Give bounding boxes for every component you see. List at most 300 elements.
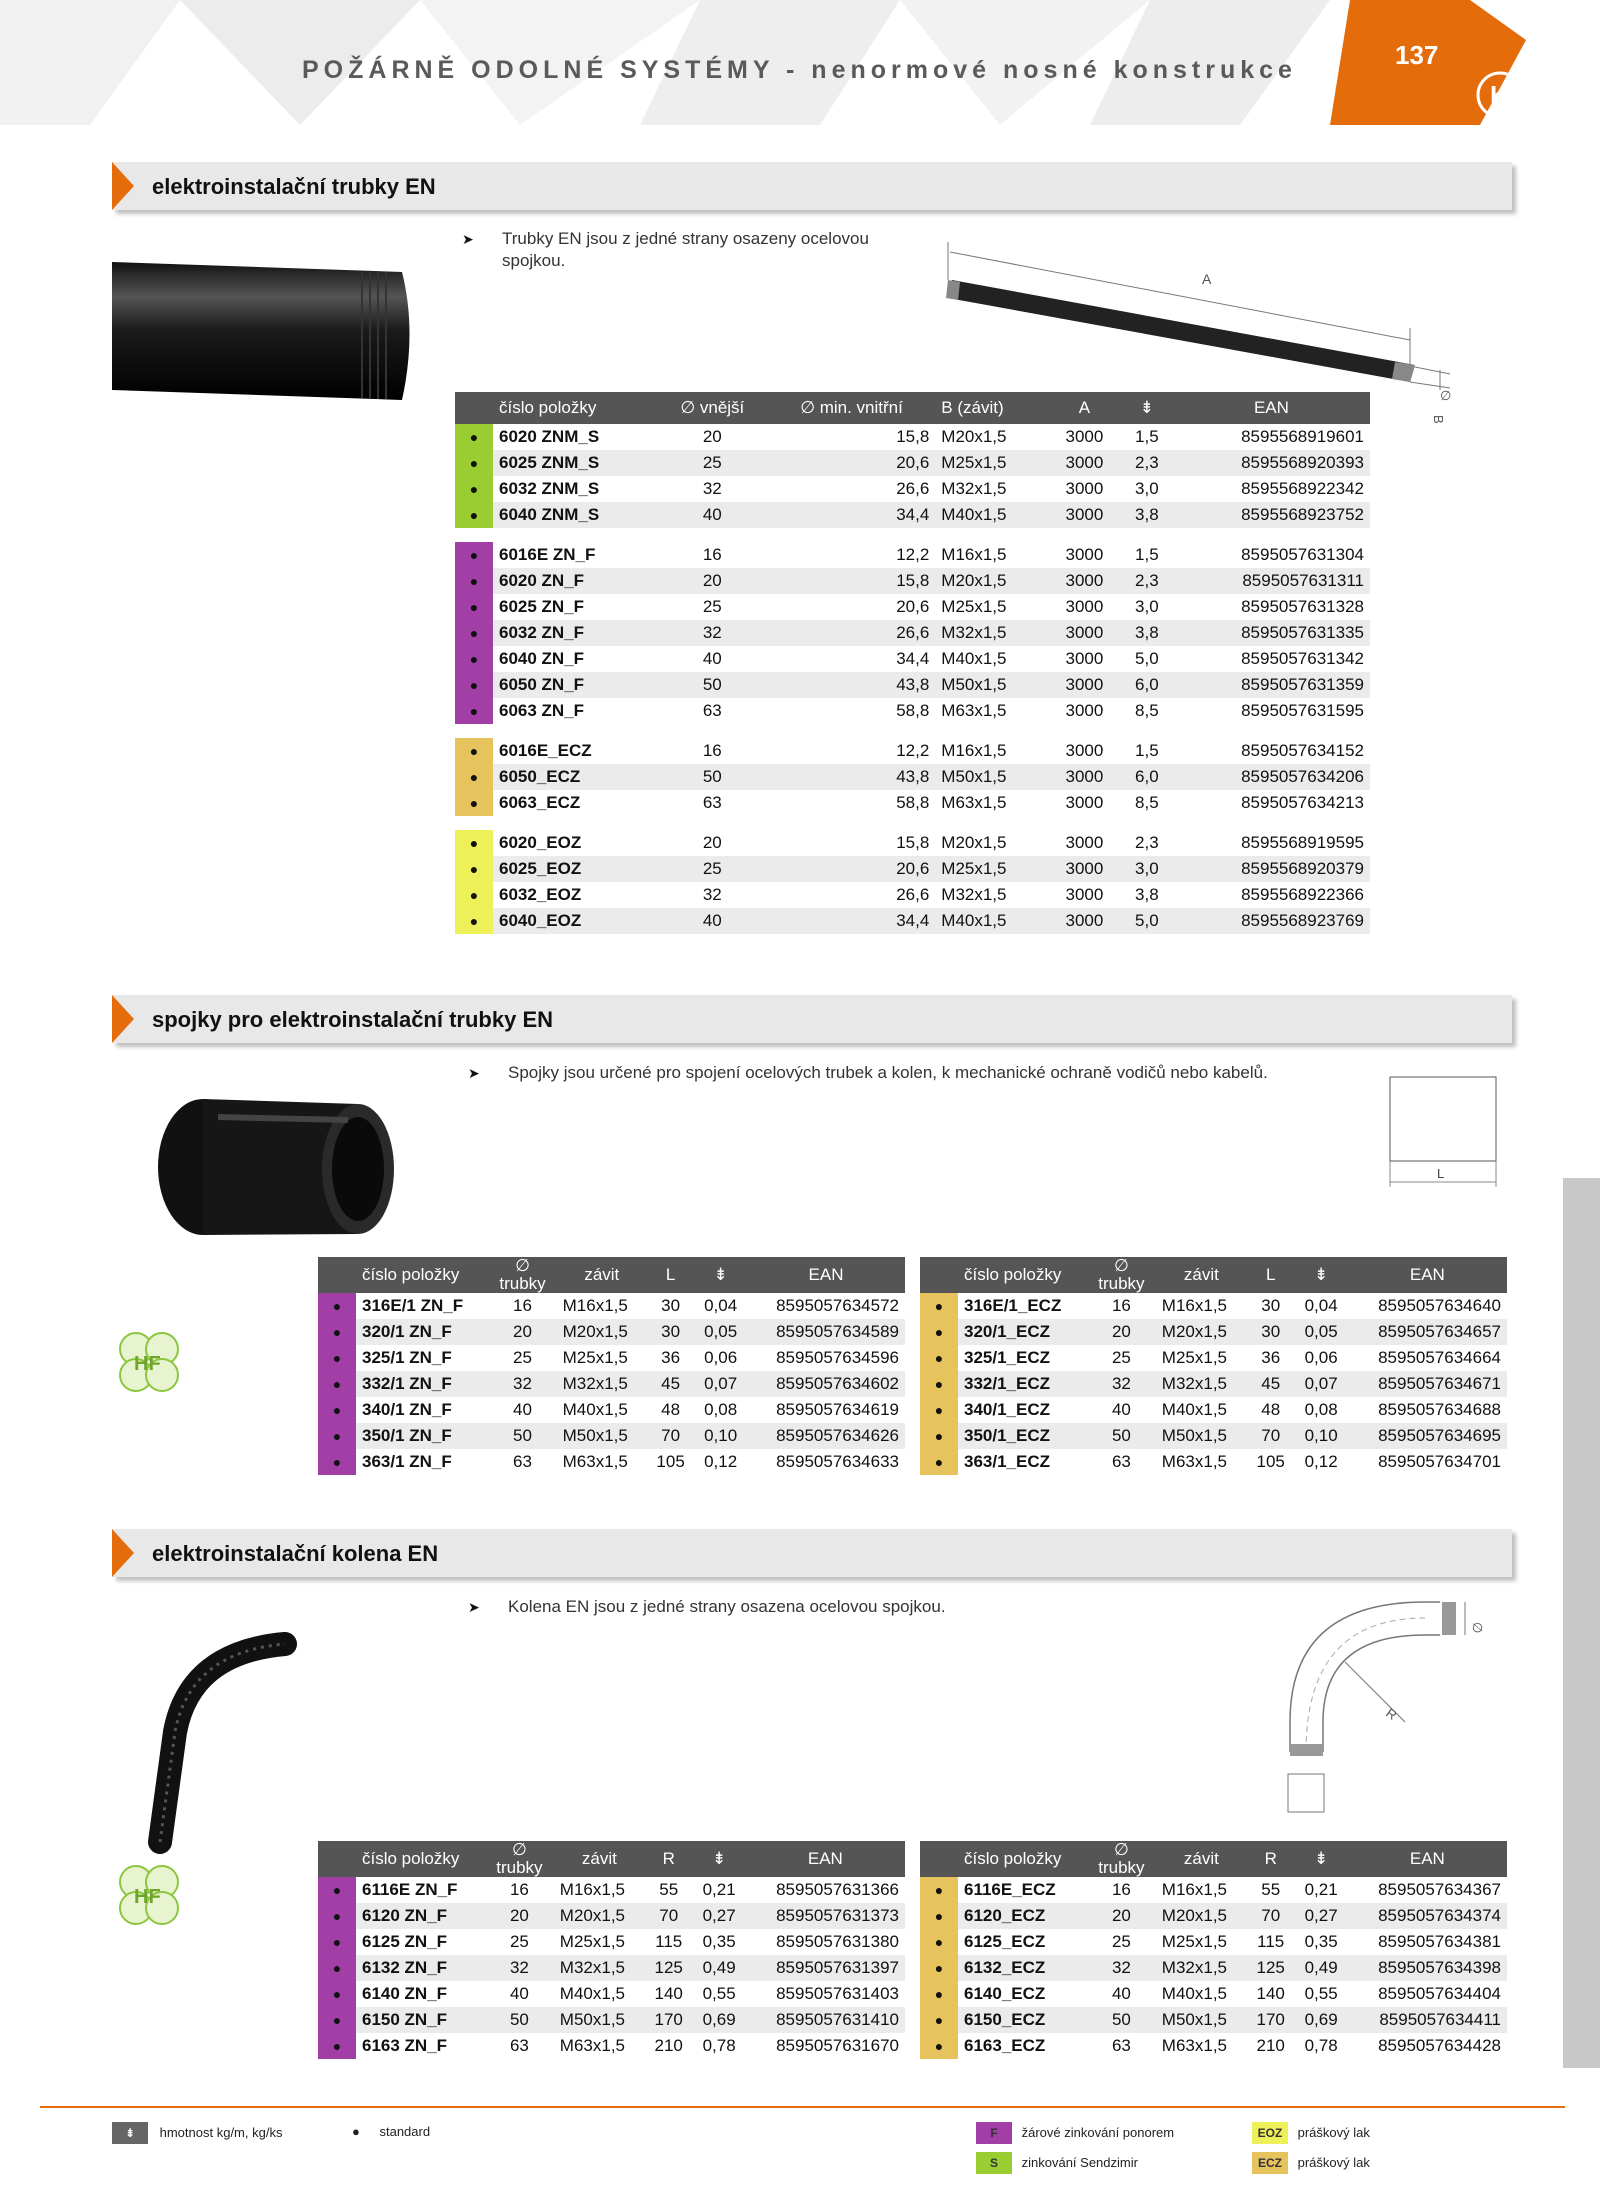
table-cell: 8595057634206 xyxy=(1173,764,1370,790)
table-cell: 12,2 xyxy=(896,545,930,564)
table-cell: 0,27 xyxy=(1295,1903,1348,1929)
tube-diagram xyxy=(940,240,1460,424)
table-cell: 6025 ZN_F xyxy=(499,597,585,616)
table-cell: 45 xyxy=(647,1371,694,1397)
legend-eoz: EOZ práškový lak xyxy=(1252,2122,1370,2144)
table-cell: 40 xyxy=(1111,1984,1131,2003)
table-cell: 20,6 xyxy=(896,597,930,616)
table-cell: 32 xyxy=(657,620,768,646)
bullet-arrow-icon: ➤ xyxy=(468,1065,480,1081)
table-cell: M25x1,5 xyxy=(935,450,1048,476)
table-cell: 8595057634640 xyxy=(1378,1296,1501,1315)
table-cell: 63 xyxy=(1111,2036,1131,2055)
table-cell: 25 xyxy=(1111,1348,1131,1367)
standard-dot-icon: ● xyxy=(920,1397,958,1423)
table-cell: 40 xyxy=(657,502,768,528)
table-row xyxy=(920,1397,1507,1423)
standard-dot-icon: ● xyxy=(455,908,493,934)
table-cell: M40x1,5 xyxy=(1161,1984,1227,2003)
table-cell: 70 xyxy=(645,1903,693,1929)
table-row xyxy=(920,1955,1507,1981)
table-cell: 325/1_ECZ xyxy=(964,1348,1050,1367)
table-cell: 25 xyxy=(513,1348,532,1367)
table-cell: 8595057634657 xyxy=(1348,1319,1507,1345)
table-cell: M63x1,5 xyxy=(562,1452,628,1471)
table-row xyxy=(920,2007,1507,2033)
table-cell: 0,78 xyxy=(1304,2036,1338,2055)
table-cell: M50x1,5 xyxy=(935,764,1048,790)
diagram-label-d: ∅ xyxy=(1470,1622,1485,1634)
table-row xyxy=(318,1449,905,1475)
table-cell: 0,21 xyxy=(1304,1880,1338,1899)
standard-dot-icon: ● xyxy=(318,1877,356,1903)
table-cell: 8595568920379 xyxy=(1173,856,1370,882)
table-row xyxy=(318,2007,905,2033)
table-cell: 8595057631342 xyxy=(1241,649,1364,668)
table-cell: M20x1,5 xyxy=(1156,1319,1247,1345)
table-cell: 3000 xyxy=(1065,545,1104,564)
table-row xyxy=(455,620,1370,646)
table-row xyxy=(920,1449,1507,1475)
table-cell: 25 xyxy=(657,450,768,476)
table-cell: 32 xyxy=(1087,1955,1156,1981)
table-cell: 6163 ZN_F xyxy=(362,2036,448,2055)
table-cell: 45 xyxy=(1247,1371,1295,1397)
diagram-label-a: A xyxy=(1202,271,1212,287)
table-cell: 350/1_ECZ xyxy=(958,1423,1087,1449)
table-cell: 0,27 xyxy=(693,1903,746,1929)
section-header-kolena xyxy=(112,1529,1512,1577)
elbow-diagram xyxy=(1285,1592,1500,1822)
standard-dot-icon: ● xyxy=(920,2007,958,2033)
table-cell: 6,0 xyxy=(1121,672,1173,698)
table-cell: 16 xyxy=(1111,1880,1131,1899)
table-cell: 0,55 xyxy=(1304,1984,1338,2003)
note-trubky: ➤ Trubky EN jsou z jedné strany osazeny ocelovou spojkou. xyxy=(462,229,869,270)
elbow-photo xyxy=(135,1622,305,1852)
table-row xyxy=(455,646,1370,672)
table-cell: 363/1 ZN_F xyxy=(362,1452,452,1471)
table-cell: 8595057634213 xyxy=(1241,793,1364,812)
table-cell: 15,8 xyxy=(896,427,930,446)
table-cell: 3000 xyxy=(1065,741,1104,760)
table-cell: M20x1,5 xyxy=(935,568,1048,594)
table-cell: 0,35 xyxy=(1304,1932,1338,1951)
table-cell: 6163_ECZ xyxy=(964,2036,1046,2055)
table-cell: 3000 xyxy=(1048,620,1121,646)
table-cell: 58,8 xyxy=(896,793,930,812)
table-cell: 325/1 ZN_F xyxy=(362,1348,452,1367)
table-cell: 8,5 xyxy=(1135,701,1159,720)
table-cell: 40 xyxy=(509,1984,529,2003)
standard-dot-icon: ● xyxy=(318,1319,356,1345)
standard-dot-icon: ● xyxy=(920,1981,958,2007)
table-cell: 8595057634428 xyxy=(1378,2036,1501,2055)
table-row xyxy=(920,1345,1507,1371)
table-cell: 0,10 xyxy=(1295,1423,1348,1449)
table-cell: 8595057634411 xyxy=(1348,2007,1507,2033)
table-cell: 6116E_ECZ xyxy=(964,1880,1056,1899)
table-cell: 140 xyxy=(1256,1984,1285,2003)
table-cell: 8595057634374 xyxy=(1348,1903,1507,1929)
diagram-label-r: R xyxy=(1383,1705,1400,1723)
table-cell: M63x1,5 xyxy=(941,701,1007,720)
table-cell: M16x1,5 xyxy=(1161,1880,1227,1899)
table-cell: 8595057631410 xyxy=(746,2007,905,2033)
table-cell: 8595057631403 xyxy=(776,1984,899,2003)
table-cell: M16x1,5 xyxy=(941,545,1007,564)
table-cell: 20 xyxy=(1087,1319,1156,1345)
table-cell: 16 xyxy=(1111,1296,1131,1315)
standard-dot-icon: ● xyxy=(455,542,493,568)
table-cell: 30 xyxy=(661,1296,681,1315)
table-cell: 8595057631670 xyxy=(776,2036,899,2055)
table-cell: 50 xyxy=(485,2007,554,2033)
table-row xyxy=(318,1319,905,1345)
svg-text:HF: HF xyxy=(134,1886,161,1908)
table-cell: 363/1_ECZ xyxy=(964,1452,1050,1471)
table-cell: 34,4 xyxy=(768,908,936,934)
side-index-tab xyxy=(1563,1178,1600,2068)
table-row xyxy=(455,594,1370,620)
table-cell: 20 xyxy=(488,1319,556,1345)
table-cell: M32x1,5 xyxy=(554,1955,645,1981)
table-cell: M32x1,5 xyxy=(935,620,1048,646)
standard-dot-icon: ● xyxy=(920,1903,958,1929)
table-cell: 25 xyxy=(657,856,768,882)
table-cell: 8595057631359 xyxy=(1173,672,1370,698)
table-cell: 63 xyxy=(513,1452,532,1471)
spojky-ecz-table: číslo položky ∅ trubky závit L ⇟ EAN ● 316E/1_ECZ 16 M16x1,5 30 0,04 8595057634640 ● 320/1_ECZ 20 M20x1,5 30 0,05 8595057634657 ● 325/1_ECZ 25 M25x1,5 36 0,06 8595057634664 ● 332/1_ECZ 32 M32x1,5 45 0,07 8595057634671 ● 340/1_ECZ 40 M40x1,5 48 0,08 8595057634688 ● 350/1_ECZ 50 M50x1,5 70 0,10 8595057634695 ● 363/1_ECZ 63 M63x1,5 105 0,12 8595057634701 xyxy=(920,1257,1507,1475)
table-row xyxy=(920,1319,1507,1345)
table-cell: 0,69 xyxy=(1295,2007,1348,2033)
table-cell: 20,6 xyxy=(768,856,936,882)
table-cell: 6140_ECZ xyxy=(964,1984,1046,2003)
table-cell: 50 xyxy=(657,764,768,790)
table-cell: 50 xyxy=(1087,1423,1156,1449)
table-row xyxy=(455,764,1370,790)
table-cell: M32x1,5 xyxy=(1156,1371,1247,1397)
table-cell: 2,3 xyxy=(1121,450,1173,476)
table-cell: 3000 xyxy=(1065,701,1104,720)
table-cell: 332/1_ECZ xyxy=(958,1371,1087,1397)
table-row xyxy=(318,1345,905,1371)
table-cell: 1,5 xyxy=(1135,741,1159,760)
table-cell: 6132 ZN_F xyxy=(356,1955,485,1981)
table-cell: 8595568920393 xyxy=(1173,450,1370,476)
standard-dot-icon: ● xyxy=(920,1449,958,1475)
page-header-title: POŽÁRNĚ ODOLNÉ SYSTÉMY - nenormové nosné konstrukce xyxy=(302,56,1297,84)
table-cell: 20,6 xyxy=(768,450,936,476)
table-cell: M32x1,5 xyxy=(941,479,1007,498)
table-cell: M50x1,5 xyxy=(935,672,1048,698)
table-cell: 3000 xyxy=(1048,764,1121,790)
table-cell: 0,07 xyxy=(1295,1371,1348,1397)
table-row xyxy=(455,830,1370,856)
table-cell: 8595057631397 xyxy=(746,1955,905,1981)
table-cell: M32x1,5 xyxy=(557,1371,647,1397)
table-cell: 8595057634664 xyxy=(1378,1348,1501,1367)
table-cell: 8595057634589 xyxy=(747,1319,905,1345)
table-row xyxy=(455,502,1370,528)
section-title: elektroinstalační kolena EN xyxy=(152,1541,439,1566)
standard-dot-icon: ● xyxy=(455,738,493,764)
table-cell: 6050 ZN_F xyxy=(493,672,657,698)
legend-ecz: ECZ práškový lak xyxy=(1252,2152,1370,2174)
table-cell: 6016E_ECZ xyxy=(499,741,592,760)
table-row xyxy=(920,1929,1507,1955)
table-cell: 105 xyxy=(1256,1452,1285,1471)
table-cell: 16 xyxy=(702,741,722,760)
table-row xyxy=(455,476,1370,502)
standard-dot-icon: ● xyxy=(920,2033,958,2059)
section-title: elektroinstalační trubky EN xyxy=(152,174,436,199)
table-cell: 3000 xyxy=(1048,450,1121,476)
table-cell: 6063 ZN_F xyxy=(499,701,585,720)
table-cell: 3000 xyxy=(1048,908,1121,934)
table-cell: 8595057634688 xyxy=(1378,1400,1501,1419)
legend-f: F žárové zinkování ponorem xyxy=(976,2122,1174,2144)
halogen-free-badge xyxy=(112,1325,186,1399)
standard-dot-icon: ● xyxy=(455,764,493,790)
table-cell: 0,21 xyxy=(702,1880,736,1899)
table-cell: 40 xyxy=(657,908,768,934)
table-cell: 115 xyxy=(1257,1932,1285,1951)
table-cell: 0,06 xyxy=(1304,1348,1338,1367)
section-header-trubky xyxy=(112,162,1512,210)
table-cell: M50x1,5 xyxy=(557,1423,647,1449)
table-cell: 1,5 xyxy=(1135,427,1159,446)
table-cell: 8595057631595 xyxy=(1241,701,1364,720)
table-cell: 12,2 xyxy=(896,741,930,760)
table-cell: M63x1,5 xyxy=(1161,2036,1227,2055)
table-cell: M20x1,5 xyxy=(1156,1903,1247,1929)
page-number: 137 xyxy=(1395,40,1439,70)
table-cell: 3000 xyxy=(1065,479,1104,498)
table-cell: 63 xyxy=(509,2036,529,2055)
diagram-label-d: ∅ xyxy=(1440,388,1452,403)
table-cell: 0,69 xyxy=(693,2007,746,2033)
table-cell: 1,5 xyxy=(1135,545,1159,564)
table-cell: 3000 xyxy=(1065,597,1104,616)
table-cell: 0,12 xyxy=(704,1452,738,1471)
table-cell: 3,8 xyxy=(1121,502,1173,528)
table-cell: 140 xyxy=(654,1984,683,2003)
table-cell: 8595057631380 xyxy=(776,1932,899,1951)
standard-dot-icon: ● xyxy=(318,1449,356,1475)
table-cell: 6040_EOZ xyxy=(493,908,657,934)
table-row xyxy=(455,542,1370,568)
table-cell: 6032_EOZ xyxy=(499,885,582,904)
table-row xyxy=(455,790,1370,816)
table-cell: 8595057634596 xyxy=(776,1348,899,1367)
table-cell: 48 xyxy=(1261,1400,1281,1419)
standard-dot-icon: ● xyxy=(455,594,493,620)
table-cell: 6020 ZNM_S xyxy=(499,427,600,446)
table-cell: 55 xyxy=(659,1880,679,1899)
table-cell: 32 xyxy=(488,1371,556,1397)
table-row xyxy=(455,698,1370,724)
table-cell: 55 xyxy=(1261,1880,1281,1899)
table-cell: 3000 xyxy=(1048,672,1121,698)
bullet-arrow-icon: ➤ xyxy=(462,231,474,247)
table-cell: 0,05 xyxy=(694,1319,747,1345)
table-cell: 8595057634404 xyxy=(1378,1984,1501,2003)
legend-weight: ⇟ hmotnost kg/m, kg/ks xyxy=(112,2122,282,2144)
table-cell: 8595568922342 xyxy=(1241,479,1364,498)
table-cell: M63x1,5 xyxy=(559,2036,625,2055)
table-cell: 15,8 xyxy=(896,833,930,852)
table-row xyxy=(318,1981,905,2007)
table-cell: 6120_ECZ xyxy=(958,1903,1087,1929)
table-cell: 30 xyxy=(1247,1319,1295,1345)
table-row xyxy=(920,1981,1507,2007)
table-cell: 8595568919595 xyxy=(1241,833,1364,852)
diagram-label-l: L xyxy=(1437,1166,1445,1181)
table-cell: 20 xyxy=(702,833,722,852)
table-cell: M40x1,5 xyxy=(562,1400,628,1419)
table-cell: 50 xyxy=(657,672,768,698)
table-cell: 26,6 xyxy=(896,885,930,904)
table-cell: 105 xyxy=(656,1452,685,1471)
table-cell: 48 xyxy=(661,1400,681,1419)
table-cell: 3000 xyxy=(1065,793,1104,812)
table-cell: 6125_ECZ xyxy=(964,1932,1046,1951)
table-row xyxy=(920,1423,1507,1449)
table-cell: 34,4 xyxy=(768,502,936,528)
standard-dot-icon: ● xyxy=(455,856,493,882)
table-cell: 6025_EOZ xyxy=(493,856,657,882)
table-cell: 3,8 xyxy=(1135,885,1159,904)
table-cell: 3000 xyxy=(1065,833,1104,852)
table-cell: 6016E ZN_F xyxy=(499,545,596,564)
table-cell: 0,08 xyxy=(704,1400,738,1419)
table-cell: 6120 ZN_F xyxy=(356,1903,485,1929)
table-cell: 0,78 xyxy=(702,2036,736,2055)
standard-dot-icon: ● xyxy=(920,1293,958,1319)
standard-dot-icon: ● xyxy=(318,1371,356,1397)
table-cell: 3,0 xyxy=(1135,597,1159,616)
table-cell: 63 xyxy=(702,701,722,720)
spojky-zn-table: číslo položky ∅ trubky závit L ⇟ EAN ● 316E/1 ZN_F 16 M16x1,5 30 0,04 8595057634572 ● 320/1 ZN_F 20 M20x1,5 30 0,05 8595057634589 ● 325/1 ZN_F 25 M25x1,5 36 0,06 8595057634596 ● 332/1 ZN_F 32 M32x1,5 45 0,07 8595057634602 ● 340/1 ZN_F 40 M40x1,5 48 0,08 8595057634619 ● 350/1 ZN_F 50 M50x1,5 70 0,10 8595057634626 ● 363/1 ZN_F 63 M63x1,5 105 0,12 8595057634633 xyxy=(318,1257,905,1475)
table-cell: 8595057634381 xyxy=(1378,1932,1501,1951)
table-row xyxy=(318,1955,905,1981)
coupling-photo xyxy=(148,1092,408,1252)
footer-divider xyxy=(40,2106,1565,2108)
table-cell: 70 xyxy=(647,1423,694,1449)
table-row xyxy=(455,882,1370,908)
table-cell: 3000 xyxy=(1065,885,1104,904)
table-cell: 8595057634398 xyxy=(1348,1955,1507,1981)
table-row xyxy=(318,1877,905,1903)
section-title: spojky pro elektroinstalační trubky EN xyxy=(152,1007,554,1032)
table-cell: 3000 xyxy=(1065,427,1104,446)
table-cell: M20x1,5 xyxy=(554,1903,645,1929)
table-row xyxy=(920,1877,1507,1903)
table-cell: 8595057634367 xyxy=(1378,1880,1501,1899)
svg-text:HF: HF xyxy=(134,1353,161,1375)
table-row xyxy=(920,2033,1507,2059)
table-cell: 350/1 ZN_F xyxy=(356,1423,488,1449)
standard-dot-icon: ● xyxy=(455,568,493,594)
table-row xyxy=(920,1903,1507,1929)
table-cell: 26,6 xyxy=(896,479,930,498)
table-cell: 8595057631373 xyxy=(746,1903,905,1929)
table-cell: 115 xyxy=(655,1932,683,1951)
standard-dot-icon: ● xyxy=(455,672,493,698)
standard-dot-icon: ● xyxy=(920,1955,958,1981)
standard-dot-icon: ● xyxy=(455,646,493,672)
table-row xyxy=(455,568,1370,594)
table-cell: 332/1 ZN_F xyxy=(356,1371,488,1397)
table-cell: 340/1 ZN_F xyxy=(362,1400,452,1419)
table-cell: 30 xyxy=(1261,1296,1281,1315)
table-row xyxy=(455,672,1370,698)
table-cell: 8595057634701 xyxy=(1378,1452,1501,1471)
table-cell: M16x1,5 xyxy=(559,1880,625,1899)
table-cell: 43,8 xyxy=(768,672,936,698)
table-cell: 36 xyxy=(661,1348,681,1367)
standard-dot-icon: ● xyxy=(920,1423,958,1449)
note-spojky: ➤ Spojky jsou určené pro spojení ocelových trubek a kolen, k mechanické ochraně vodičů nebo kabelů. xyxy=(468,1063,1268,1082)
table-row xyxy=(318,1397,905,1423)
table-cell: 6150_ECZ xyxy=(958,2007,1087,2033)
standard-dot-icon: ● xyxy=(455,620,493,646)
table-row xyxy=(318,1371,905,1397)
table-cell: 8595057631335 xyxy=(1173,620,1370,646)
table-cell: 8595057634695 xyxy=(1348,1423,1507,1449)
table-cell: 3000 xyxy=(1048,568,1121,594)
standard-dot-icon: ● xyxy=(318,1929,356,1955)
table-cell: 6140 ZN_F xyxy=(362,1984,448,2003)
table-cell: 3,0 xyxy=(1121,856,1173,882)
standard-dot-icon: ● xyxy=(455,450,493,476)
standard-dot-icon: ● xyxy=(455,882,493,908)
table-row xyxy=(318,1293,905,1319)
table-cell: 8595057634671 xyxy=(1348,1371,1507,1397)
table-cell: 40 xyxy=(702,649,722,668)
table-cell: 8595057634572 xyxy=(776,1296,899,1315)
bullet-arrow-icon: ➤ xyxy=(468,1599,480,1615)
table-row xyxy=(318,1903,905,1929)
table-cell: 32 xyxy=(702,885,722,904)
table-cell: 16 xyxy=(513,1296,532,1315)
table-cell: 0,49 xyxy=(693,1955,746,1981)
table-cell: 316E/1_ECZ xyxy=(964,1296,1062,1315)
coupling-diagram xyxy=(1385,1072,1505,1192)
table-row xyxy=(318,1423,905,1449)
table-cell: 0,49 xyxy=(1295,1955,1348,1981)
table-cell: M25x1,5 xyxy=(941,597,1007,616)
standard-dot-icon: ● xyxy=(920,1345,958,1371)
table-cell: 34,4 xyxy=(896,649,930,668)
table-cell: 6150 ZN_F xyxy=(356,2007,485,2033)
table-cell: 8595568923752 xyxy=(1173,502,1370,528)
table-cell: 63 xyxy=(1111,1452,1131,1471)
table-cell: 6125 ZN_F xyxy=(362,1932,448,1951)
table-cell: 6040 ZN_F xyxy=(499,649,585,668)
table-cell: 3000 xyxy=(1065,649,1104,668)
table-cell: M16x1,5 xyxy=(941,741,1007,760)
table-cell: 0,06 xyxy=(704,1348,738,1367)
table-row xyxy=(455,450,1370,476)
table-cell: 8595057634152 xyxy=(1241,741,1364,760)
table-cell: M50x1,5 xyxy=(554,2007,645,2033)
table-cell: 210 xyxy=(1256,2036,1285,2055)
table-cell: 40 xyxy=(1111,1400,1131,1419)
table-cell: 320/1 ZN_F xyxy=(356,1319,488,1345)
standard-dot-icon: ● xyxy=(455,476,493,502)
